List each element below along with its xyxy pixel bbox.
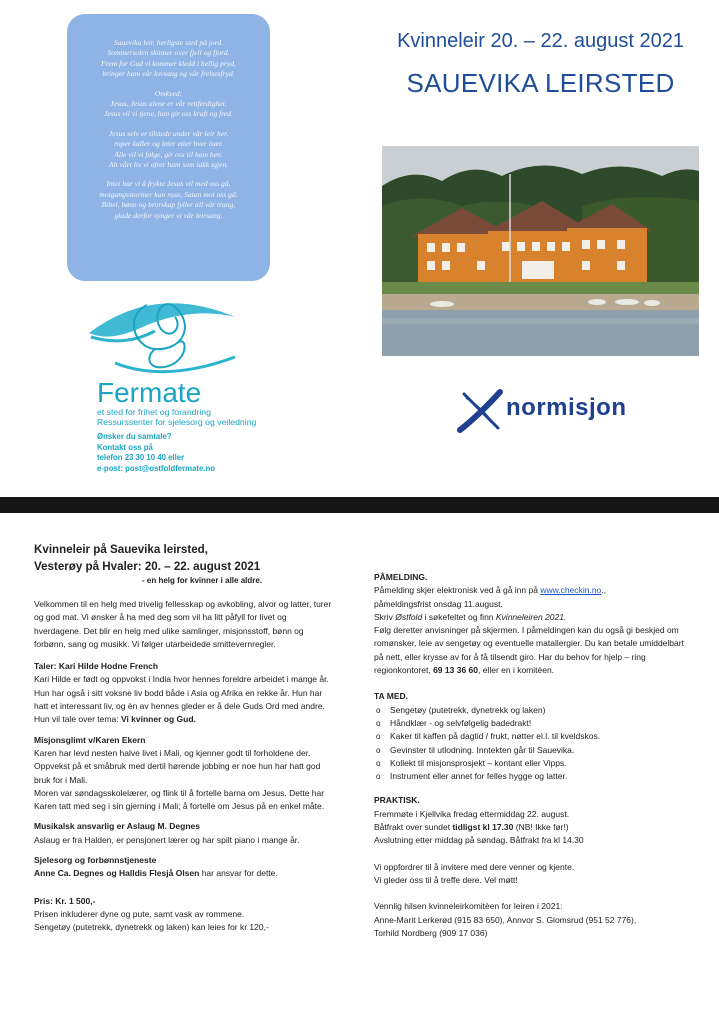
event-title: Kvinneleir 20. – 22. august 2021 [397,30,684,52]
pamelding-instructions [374,624,692,677]
list-item: o Sengetøy (putetrekk, dynetrekk og laken) [374,704,692,717]
poem-line: Alt vårt liv vi ofrer ham som takk igjen. [108,160,229,170]
intro-text: Velkommen til en helg med trivelig fellesskap og avkobling, alvor og latter, turer og god mat. Vi ønsker å ha med deg som vil ha litt påfyll for livet og hverdagene. Det blir en helg med ulike samlinger, misjonsstoff, bønn og forbønn, sang og musikk. Vi følger utarbeidede smittevernregler. [34,599,332,649]
pamelding-line [374,584,692,597]
poem-verse [73,179,264,221]
fermate-contact [97,432,215,474]
camp-photo [382,146,699,356]
greeting-names-2: Torhild Nordberg (909 17 036) [374,927,488,938]
poem-line: Alle vil vi følge, gir oss til ham hen. [114,149,223,159]
poem-line: bringer ham vår lovsang og vår frelsesfryd. [102,69,235,79]
list-item: o Instrument eller annet for felles hygge og latter. [374,770,692,783]
praktisk-text: Båtfrakt over sundet [374,822,453,833]
pamelding-heading: PÅMELDING. [374,572,428,582]
poem-line: Jesus, Jesus alene er vår rettferdighet. [110,99,227,109]
pamelding-text: Påmelding skjer elektronisk ved å gå inn på [374,585,541,596]
pris-text-2: Sengetøy (putetrekk, dynetrekk og laken) kan leies for kr 120,- [34,922,269,933]
taler-body: Kari Hilde er født og oppvokst i India hvor hennes foreldre arbeidet i mange år. Hun har også i sitt voksne liv bodd både i Asia og Afrika en rekke år. Hun har hatt et interessant liv, og èn av hennes gleder er å dele Guds Ord med andre. Hun vil tale over tema: [34,674,329,725]
contact-phone: telefon 23 30 10 40 eller [97,453,185,463]
poem-line: Bibel, bønn og brorskap fyller all vår trang, [101,200,236,210]
pamelding-region: Østfold [395,611,423,622]
misjon-text: Karen har levd nesten halve livet i Mali, og kjenner godt til forholdene der. Oppvekst på et småbruk med dertil hørende jobbing er noe hun har hatt god bruk for i Mali. [34,747,321,785]
greeting-names: Anne-Marit Lerkerød (915 83 650), Annvor S. Glomsrud (951 52 776), [374,914,637,925]
list-item: o Kaker til kaffen på dagtid / frukt, nøtter el.l. til kveldskos. [374,730,692,743]
checkin-link[interactable]: www.checkin.no [540,585,602,596]
poem-verse [73,38,264,80]
pris-text: Prisen inkluderer dyne og pute, samt vask av rommene. [34,908,245,919]
left-column [34,541,334,935]
poem-line: Sommersolen skinner over fjell og fjord. [107,48,230,58]
poem-box [67,14,270,281]
poem-verse [73,89,264,120]
pamelding-text: ., [601,585,607,596]
poem-line: Jesus vil vi tjene, han gir oss kraft og fred. [103,109,233,119]
page-divider [0,497,719,513]
fermate-logo [85,285,245,380]
taler-theme: Vi kvinner og Gud. [120,714,196,725]
misjon-text-2: Moren var søndagsskolelærer, og flink til å fortelle barna om Jesus. Dette har Karen tatt med seg i sin gjerning i Mali; å fortelle om Jesus på en enkel måte. [34,787,325,812]
main-title-line2: Vesterøy på Hvaler: 20. – 22. august 2021 [34,560,261,573]
greeting: Vennlig hilsen kvinneleirkomitèen for leiren i 2021: [374,901,563,912]
poem-verse [73,129,264,171]
pamelding-text: Følg deretter anvisninger på skjermen. I påmeldingen kan du også gi beskjed om romønsker, leie av sengetøy og eventuelle matallergier. Du kan betale umiddelbart på nett, eller krysse av for å få tilsendt giro. Har du behov for hjelp – ring regionkontoret, [374,625,684,676]
invite-text-2: Vi gleder oss til å treffe dere. Vel møtt! [374,874,518,885]
praktisk-text: Fremmøte i Kjellvika fredag ettermiddag 22. august. [374,808,570,819]
fermate-tagline: et sted for frihet og forandring [97,407,211,417]
pamelding-search [374,611,692,624]
fermate-name: Fermate [97,377,202,408]
normisjon-logo-icon [456,388,504,434]
sjelesorg-heading: Sjelesorg og forbønnstjeneste [34,855,157,866]
poem-line: motgangsstormer kan rase, Satan mot oss gå. [99,189,238,199]
region-phone: 69 13 36 60 [433,665,478,676]
poem-line: Frem for Gud vi kommer kledd i hellig pryd, [101,58,236,68]
sjelesorg-names: Anne Ca. Degnes og Halldis Flesjå Olsen [34,868,200,879]
pamelding-text: Skriv [374,611,396,622]
taler-heading: Taler: Kari Hilde Hodne French [34,661,159,672]
main-subtitle: - en helg for kvinner i alle aldre. [142,576,263,585]
praktisk-heading: PRAKTISK. [374,795,420,806]
list-item: o Kollekt til misjonsprosjekt – kontant eller Vipps. [374,757,692,770]
praktisk-time: tidligst kl 17.30 [452,822,514,833]
fermate-subtitle [97,407,256,427]
pris-heading: Pris: Kr. 1 500,- [34,895,96,906]
contact-line: Kontakt oss på [97,442,153,452]
list-item: o Håndklær - og selvfølgelig badedrakt! [374,717,692,730]
musikk-heading: Musikalsk ansvarlig er Aslaug M. Degnes [34,821,200,832]
poem-line: Sauevika leir, herligste sted på jord. [113,38,224,47]
poem-line: Omkved: [154,88,183,98]
fermate-description: Ressurssenter for sjelesorg og veiledning [97,417,257,427]
pamelding-text: i søkefeltet og finn [422,611,496,622]
poem-line: roper kaller og leter etter hver især. [114,139,223,149]
place-title: SAUEVIKA LEIRSTED [406,68,675,98]
taler-text [34,673,334,726]
pamelding-deadline: påmeldingsfrist onsdag 11.august. [374,598,503,609]
sjelesorg-tail: har ansvar for dette. [199,868,278,879]
pamelding-text: , eller en i komitèen. [477,665,555,676]
right-column [374,571,692,940]
musikk-text: Aslaug er fra Halden, er pensjonert lærer og har spilt piano i mange år. [34,834,300,845]
sjelesorg-text [34,867,334,880]
normisjon-wordmark: normisjon [506,394,627,421]
poem-line: Jesus selv er tilstede under vår leir her, [108,128,229,138]
praktisk-text: (NB! Ikke før!) [513,822,569,833]
camp-photo-illustration [382,146,699,356]
praktisk-boat [374,821,692,834]
list-item: o Gevinster til utlodning. Inntekten går til Sauevika. [374,744,692,757]
contact-email[interactable]: e-post: post@ostfoldfermate.no [97,463,216,473]
tamed-heading: TA MED. [374,691,408,702]
invite-text: Vi oppfordrer til å invitere med dere venner og kjente. [374,861,575,872]
tamed-list [374,704,692,784]
poem-line: glade derfor synger vi vår leirsang. [114,210,223,220]
pamelding-event: Kvinneleiren 2021. [495,611,567,622]
main-title: Kvinneleir på Sauevika leirsted, [34,543,208,556]
misjon-heading: Misjonsglimt v/Karen Ekern [34,734,146,745]
poem-line: Intet har vi å frykte Jesus vil med oss gå, [106,179,231,189]
praktisk-end: Avslutning etter middag på søndag. Båtfrakt fra kl 14.30 [374,835,584,846]
contact-line: Ønsker du samtale? [97,432,172,441]
